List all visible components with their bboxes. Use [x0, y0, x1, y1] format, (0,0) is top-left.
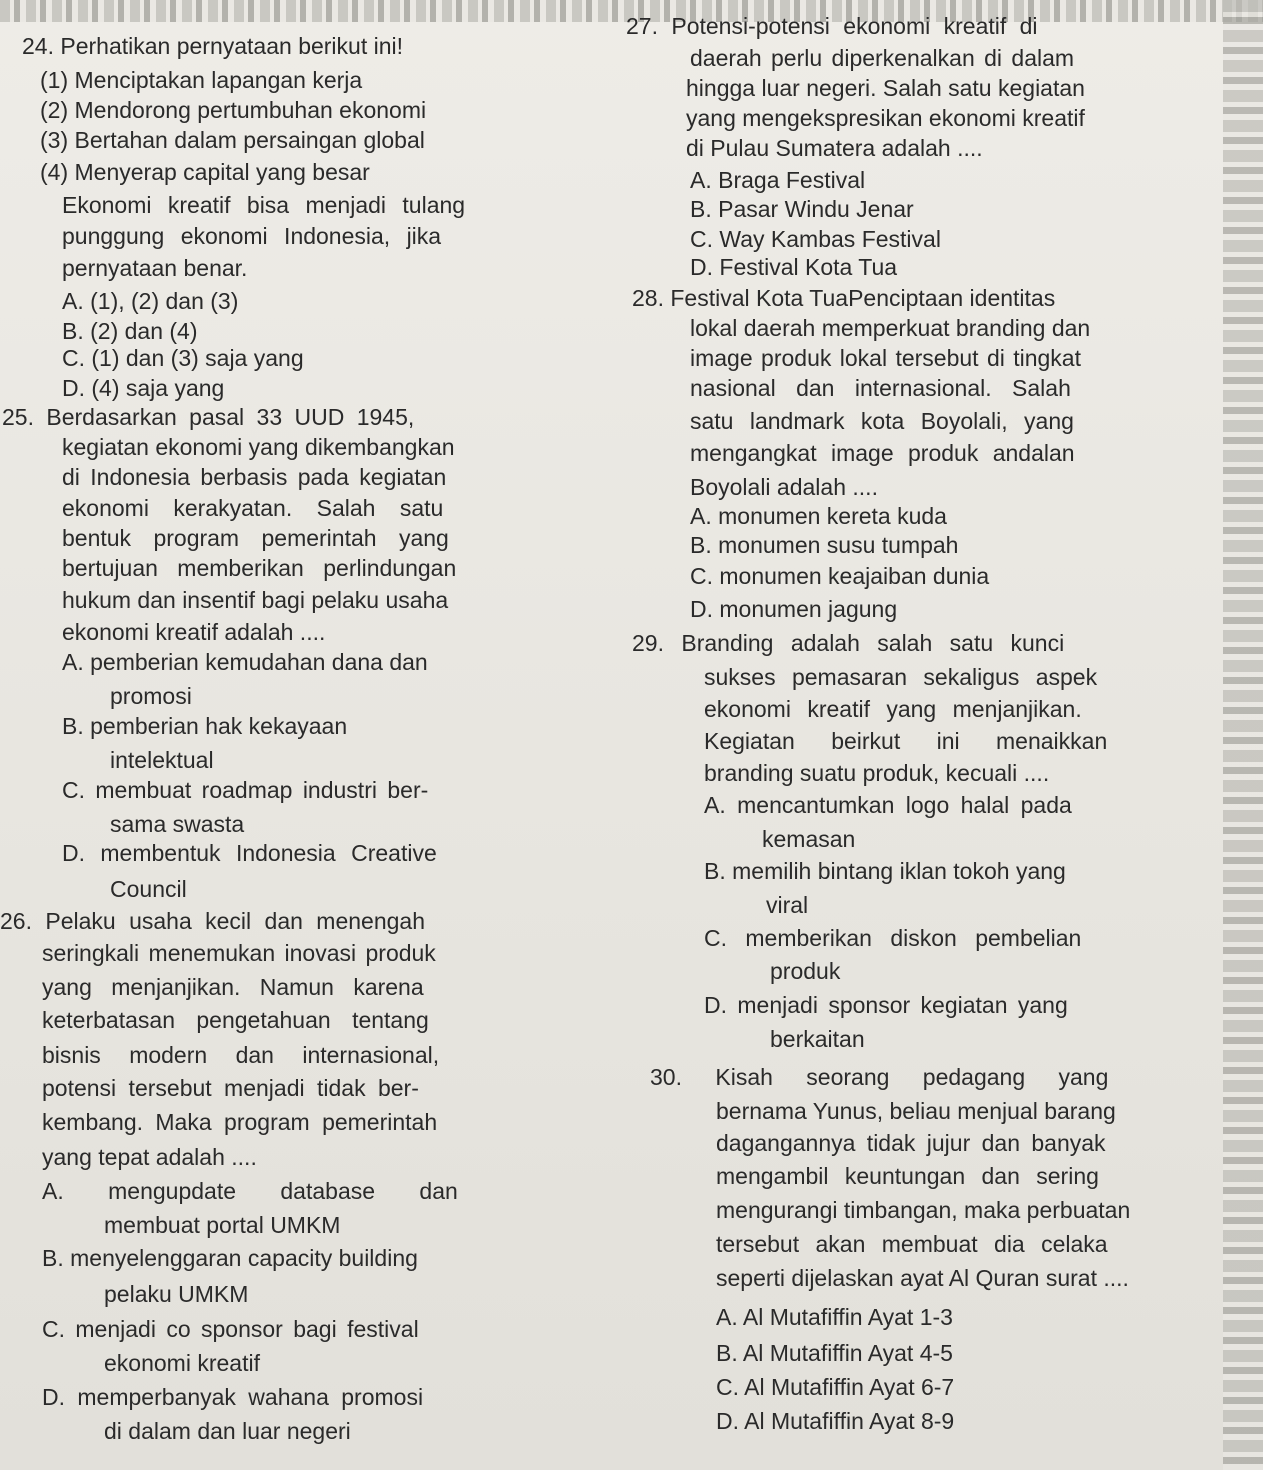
- q24-option-b: B. (2) dan (4): [62, 318, 198, 344]
- q26-option-c: C. menjadi co sponsor bagi festival: [42, 1316, 419, 1342]
- q24-body-1: Ekonomi kreatif bisa menjadi tulang: [62, 192, 466, 218]
- q24-option-a: A. (1), (2) dan (3): [62, 288, 239, 314]
- q25-stem-4: ekonomi kerakyatan. Salah satu: [62, 495, 444, 521]
- q25-stem-6: bertujuan memberikan perlindungan: [62, 555, 457, 581]
- q24-stem: 24. Perhatikan pernyataan berikut ini!: [22, 33, 404, 59]
- q28-stem-6: mengangkat image produk andalan: [690, 440, 1075, 466]
- q25-option-a-cont: promosi: [110, 683, 192, 709]
- q26-stem-6: potensi tersebut menjadi tidak ber-: [42, 1075, 419, 1101]
- q26-option-b-cont: pelaku UMKM: [104, 1281, 249, 1307]
- q25-option-b-cont: intelektual: [110, 747, 214, 773]
- q28-stem-4: nasional dan internasional. Salah: [690, 375, 1071, 401]
- q29-option-a: A. mencantumkan logo halal pada: [704, 792, 1072, 818]
- q26-option-d-cont: di dalam dan luar negeri: [104, 1418, 351, 1444]
- q25-option-a: A. pemberian kemudahan dana dan: [62, 649, 428, 675]
- q30-stem-3: dagangannya tidak jujur dan banyak: [716, 1130, 1106, 1156]
- q28-stem-5: satu landmark kota Boyolali, yang: [690, 408, 1074, 434]
- q30-option-b: B. Al Mutafiffin Ayat 4-5: [716, 1340, 953, 1366]
- q25-stem-8: ekonomi kreatif adalah ....: [62, 619, 326, 645]
- q28-stem-7: Boyolali adalah ....: [690, 474, 878, 500]
- q29-option-c: C. memberikan diskon pembelian: [704, 925, 1082, 951]
- q26-stem-5: bisnis modern dan internasional,: [42, 1042, 440, 1068]
- q27-option-c: C. Way Kambas Festival: [690, 226, 941, 252]
- q29-option-b-cont: viral: [766, 892, 809, 918]
- q30-stem-5: mengurangi timbangan, maka perbuatan: [716, 1197, 1131, 1223]
- q25-option-d: D. membentuk Indonesia Creative: [62, 840, 437, 866]
- q28-stem-2: lokal daerah memperkuat branding dan: [690, 315, 1091, 341]
- q29-stem-3: ekonomi kreatif yang menjanjikan.: [704, 696, 1082, 722]
- q26-option-b: B. menyelenggaran capacity building: [42, 1245, 418, 1271]
- q26-option-d: D. memperbanyak wahana promosi: [42, 1384, 424, 1410]
- q26-option-a-cont: membuat portal UMKM: [104, 1212, 341, 1238]
- q26-stem-4: keterbatasan pengetahuan tentang: [42, 1007, 429, 1033]
- q24-item-2: (2) Mendorong pertumbuhan ekonomi: [40, 97, 427, 123]
- q27-option-a: A. Braga Festival: [690, 167, 866, 193]
- q27-option-b: B. Pasar Windu Jenar: [690, 196, 914, 222]
- q26-option-a: A. mengupdate database dan: [42, 1178, 458, 1204]
- q30-stem-2: bernama Yunus, beliau menjual barang: [716, 1098, 1116, 1124]
- q25-stem-5: bentuk program pemerintah yang: [62, 525, 449, 551]
- q26-stem-7: kembang. Maka program pemerintah: [42, 1109, 438, 1135]
- q27-stem-3: hingga luar negeri. Salah satu kegiatan: [686, 75, 1085, 101]
- q29-stem-5: branding suatu produk, kecuali ....: [704, 760, 1050, 786]
- q29-option-b: B. memilih bintang iklan tokoh yang: [704, 858, 1066, 884]
- q30-stem-4: mengambil keuntungan dan sering: [716, 1163, 1099, 1189]
- q25-option-b: B. pemberian hak kekayaan: [62, 713, 348, 739]
- q29-stem-2: sukses pemasaran sekaligus aspek: [704, 664, 1098, 690]
- q28-stem-1: 28. Festival Kota TuaPenciptaan identitas: [632, 285, 1056, 311]
- q26-stem-1: 26. Pelaku usaha kecil dan menengah: [0, 908, 426, 934]
- q25-option-c-cont: sama swasta: [110, 811, 245, 837]
- q24-body-2: punggung ekonomi Indonesia, jika: [62, 223, 442, 249]
- q26-stem-8: yang tepat adalah ....: [42, 1144, 257, 1170]
- q26-stem-2: seringkali menemukan inovasi produk: [42, 940, 436, 966]
- q27-stem-2: daerah perlu diperkenalkan di dalam: [690, 45, 1075, 71]
- q24-body-3: pernyataan benar.: [62, 255, 248, 281]
- q30-stem-6: tersebut akan membuat dia celaka: [716, 1231, 1108, 1257]
- q30-option-a: A. Al Mutafiffin Ayat 1-3: [716, 1304, 953, 1330]
- q30-stem-7: seperti dijelaskan ayat Al Quran surat ....: [716, 1265, 1129, 1291]
- q25-stem-2: kegiatan ekonomi yang dikembangkan: [62, 434, 455, 460]
- q30-stem-1: 30. Kisah seorang pedagang yang: [650, 1064, 1109, 1090]
- q26-stem-3: yang menjanjikan. Namun karena: [42, 974, 424, 1000]
- q29-option-a-cont: kemasan: [762, 826, 856, 852]
- q29-option-d: D. menjadi sponsor kegiatan yang: [704, 992, 1068, 1018]
- q24-option-d: D. (4) saja yang: [62, 375, 225, 401]
- q29-stem-4: Kegiatan beirkut ini menaikkan: [704, 728, 1108, 754]
- q28-option-c: C. monumen keajaiban dunia: [690, 563, 990, 589]
- q24-item-1: (1) Menciptakan lapangan kerja: [40, 67, 363, 93]
- q28-option-a: A. monumen kereta kuda: [690, 503, 947, 529]
- q28-option-d: D. monumen jagung: [690, 596, 898, 622]
- q25-stem-7: hukum dan insentif bagi pelaku usaha: [62, 587, 449, 613]
- q25-stem-1: 25. Berdasarkan pasal 33 UUD 1945,: [2, 404, 415, 430]
- q24-option-c: C. (1) dan (3) saja yang: [62, 345, 304, 371]
- q27-option-d: D. Festival Kota Tua: [690, 254, 898, 280]
- q29-option-d-cont: berkaitan: [770, 1026, 865, 1052]
- q24-item-3: (3) Bertahan dalam persaingan global: [40, 127, 425, 153]
- q30-option-c: C. Al Mutafiffin Ayat 6-7: [716, 1374, 955, 1400]
- q27-stem-4: yang mengekspresikan ekonomi kreatif: [686, 105, 1085, 131]
- q27-stem-1: 27. Potensi-potensi ekonomi kreatif di: [626, 13, 1038, 39]
- q24-item-4: (4) Menyerap capital yang besar: [40, 159, 370, 185]
- q29-stem-1: 29. Branding adalah salah satu kunci: [632, 630, 1065, 656]
- q28-stem-3: image produk lokal tersebut di tingkat: [690, 345, 1081, 371]
- q26-option-c-cont: ekonomi kreatif: [104, 1350, 260, 1376]
- decorative-border-right: [1223, 0, 1263, 1470]
- q29-option-c-cont: produk: [770, 958, 841, 984]
- q30-option-d: D. Al Mutafiffin Ayat 8-9: [716, 1408, 955, 1434]
- q27-stem-5: di Pulau Sumatera adalah ....: [686, 135, 983, 161]
- q25-option-d-cont: Council: [110, 876, 187, 902]
- q25-stem-3: di Indonesia berbasis pada kegiatan: [62, 464, 447, 490]
- q28-option-b: B. monumen susu tumpah: [690, 532, 959, 558]
- q25-option-c: C. membuat roadmap industri ber-: [62, 777, 429, 803]
